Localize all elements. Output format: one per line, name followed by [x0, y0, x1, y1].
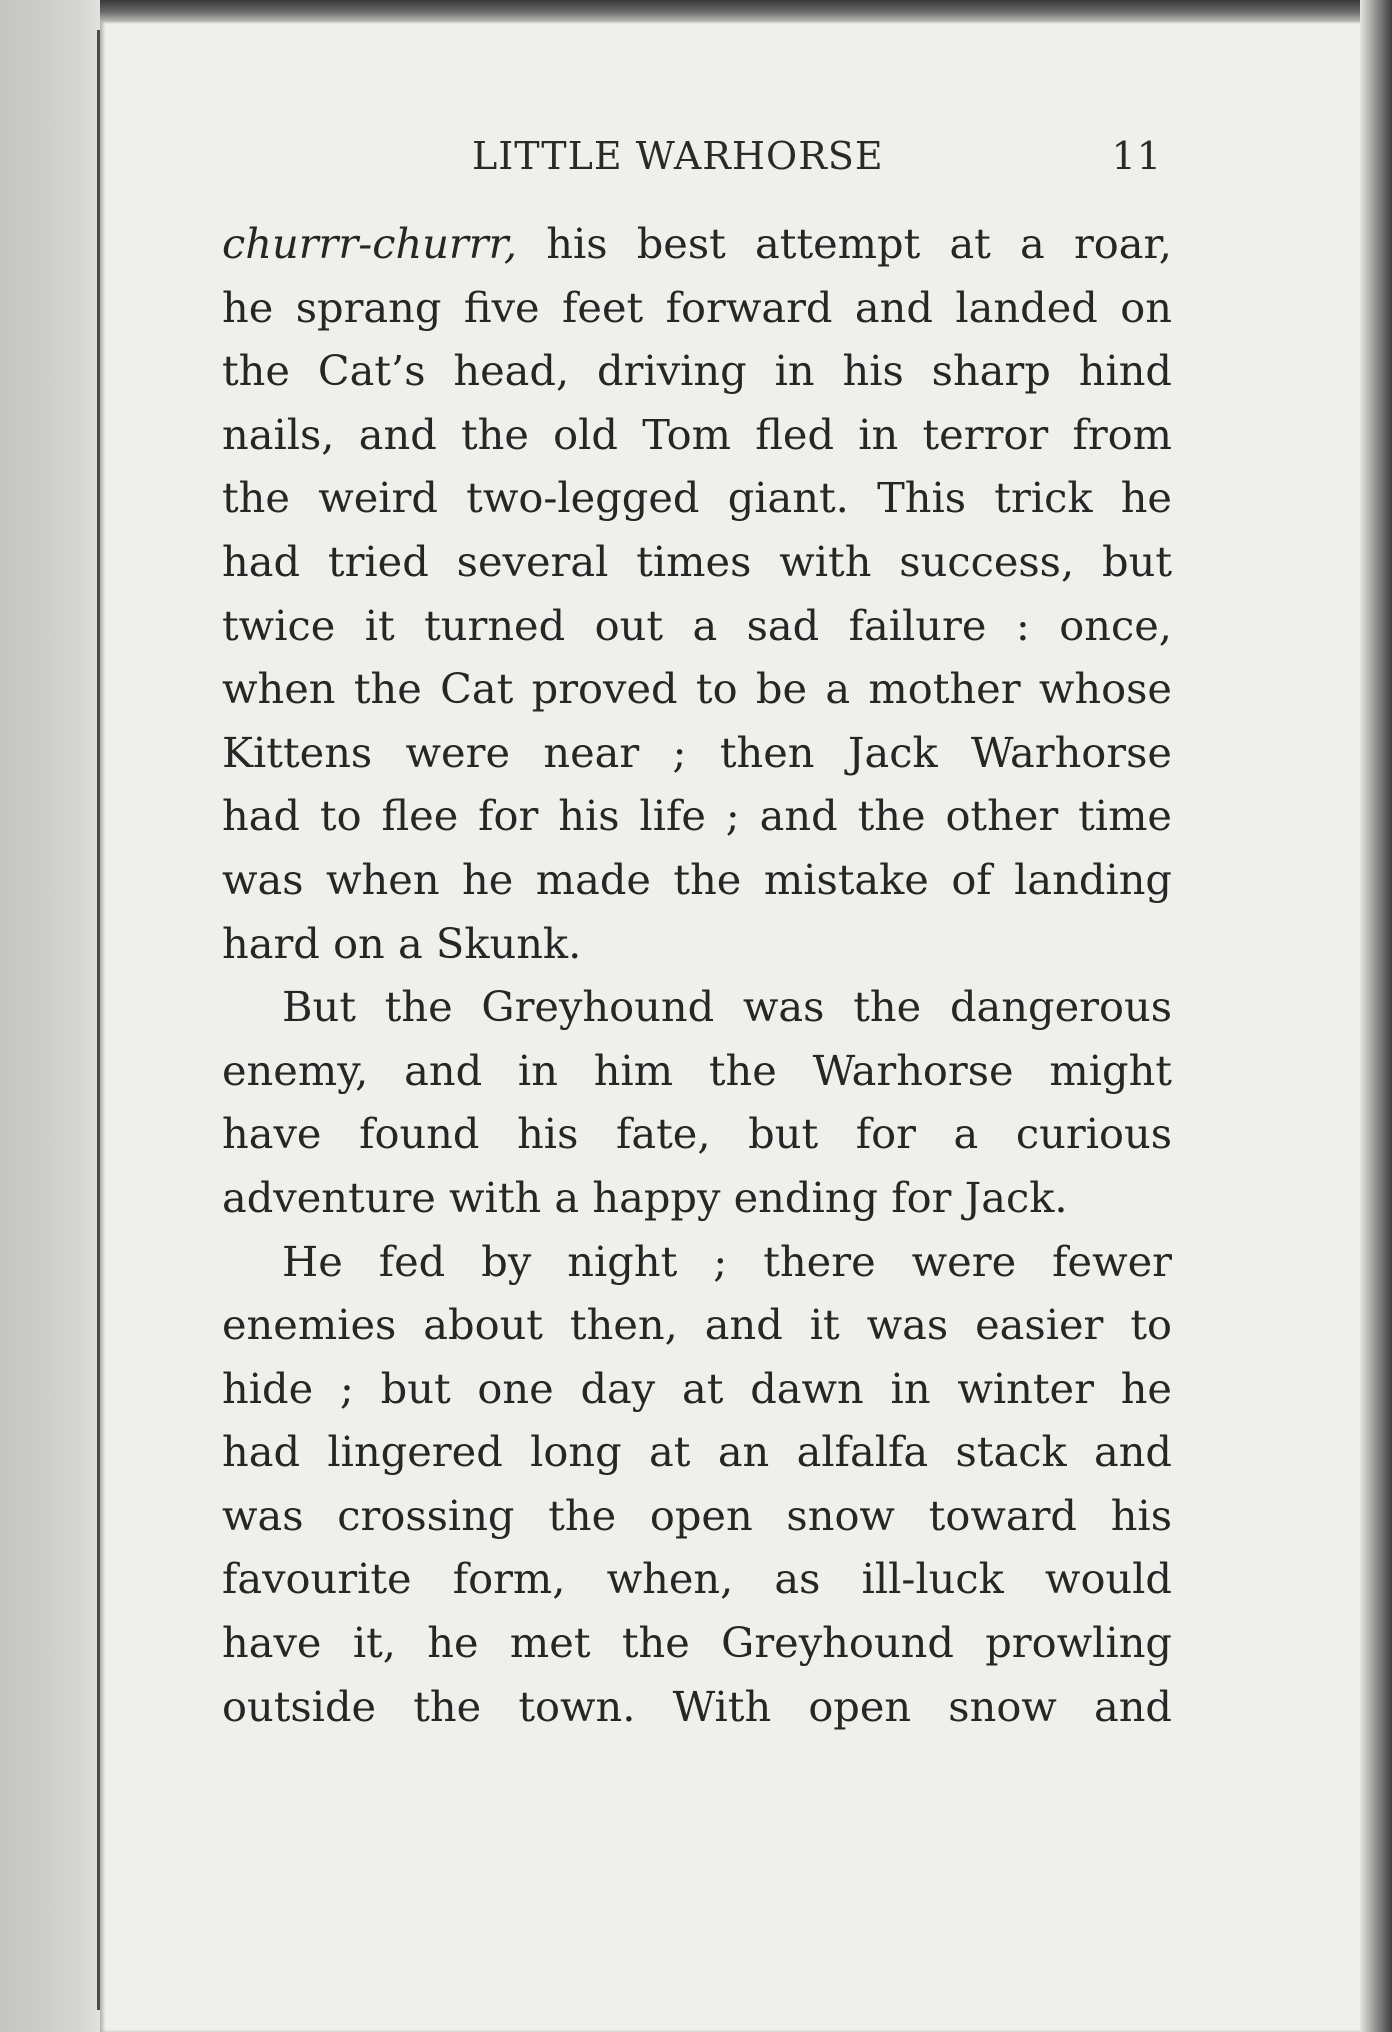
- scan-right-edge: [1360, 0, 1392, 2032]
- text-line: hide ; but one day at dawn in winter he: [222, 1363, 1172, 1413]
- text-line: adventure with a happy ending for Jack.: [222, 1172, 1068, 1222]
- text-line: Kittens were near ; then Jack Warhorse: [222, 727, 1172, 777]
- text-line: enemy, and in him the Warhorse might: [222, 1045, 1172, 1095]
- text-line: nails, and the old Tom fled in terror from: [222, 409, 1172, 459]
- text-line: had tried several times with success, but: [222, 536, 1172, 586]
- text-line: was when he made the mistake of landing: [222, 854, 1172, 904]
- text-line: the weird two-legged giant. This trick he: [222, 473, 1172, 523]
- text-line: had lingered long at an alfalfa stack and: [222, 1427, 1172, 1477]
- paragraph-first-line: He fed by night ; there were fewer: [282, 1236, 1172, 1286]
- text-line: was crossing the open snow toward his: [222, 1490, 1172, 1540]
- body-text: [222, 212, 1172, 1738]
- italic-word: churrr-churrr,: [222, 219, 518, 268]
- scan-top-edge: [0, 0, 1392, 22]
- text-line: when the Cat proved to be a mother whose: [222, 664, 1172, 714]
- text-line: hard on a Skunk.: [222, 918, 582, 968]
- page-header: [222, 134, 1162, 184]
- text-line: the Cat’s head, driving in his sharp hind: [222, 346, 1172, 396]
- page-gutter-line: [97, 30, 100, 2010]
- running-head: LITTLE WARHORSE: [472, 134, 884, 178]
- paragraph-first-line: But the Greyhound was the dangerous: [282, 982, 1172, 1032]
- text-line: enemies about then, and it was easier to: [222, 1300, 1172, 1350]
- book-spine-edge: [0, 0, 100, 2032]
- text-line: have it, he met the Greyhound prowling: [222, 1618, 1172, 1668]
- text-line: twice it turned out a sad failure : once,: [222, 600, 1172, 650]
- page-number: 11: [1111, 134, 1162, 178]
- text-line: favourite form, when, as ill-luck would: [222, 1554, 1172, 1604]
- text-line: churrr-churrr, his best attempt at a roar,: [222, 219, 1172, 268]
- text-line: he sprang five feet forward and landed on: [222, 282, 1172, 332]
- text-line: outside the town. With open snow and: [222, 1681, 1172, 1731]
- text-line: have found his fate, but for a curious: [222, 1109, 1172, 1159]
- text-line: had to flee for his life ; and the other time: [222, 791, 1172, 841]
